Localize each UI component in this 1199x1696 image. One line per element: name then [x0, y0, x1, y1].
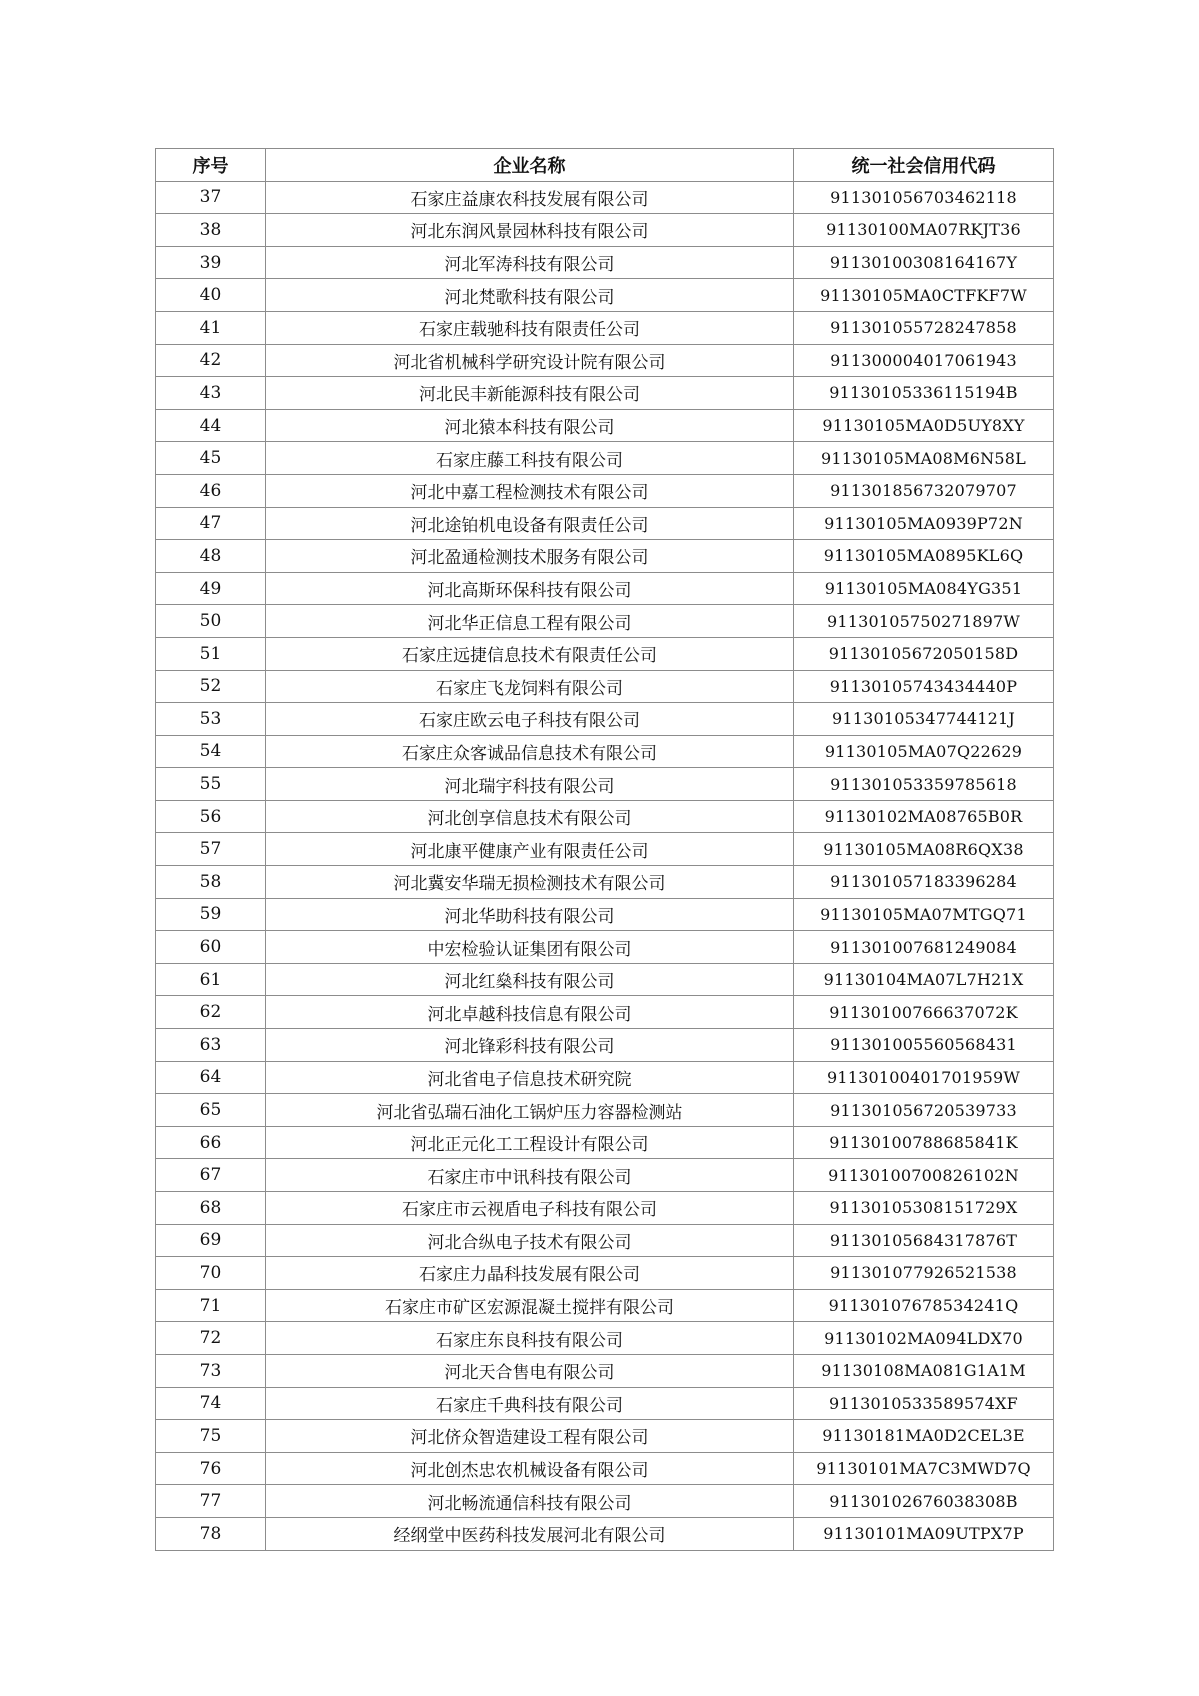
cell-credit-code: 911301856732079707 — [794, 474, 1054, 507]
cell-company-name: 石家庄力晶科技发展有限公司 — [266, 1257, 794, 1290]
table-row — [156, 344, 1054, 377]
cell-serial-number: 53 — [156, 703, 266, 736]
cell-company-name: 河北梵歌科技有限公司 — [266, 279, 794, 312]
header-credit-code: 统一社会信用代码 — [794, 149, 1054, 182]
cell-serial-number: 73 — [156, 1354, 266, 1387]
cell-company-name: 石家庄千典科技有限公司 — [266, 1387, 794, 1420]
table-header-row — [156, 149, 1054, 182]
cell-serial-number: 51 — [156, 637, 266, 670]
cell-company-name: 石家庄益康农科技发展有限公司 — [266, 181, 794, 214]
cell-serial-number: 41 — [156, 311, 266, 344]
cell-serial-number: 69 — [156, 1224, 266, 1257]
table-row — [156, 670, 1054, 703]
cell-company-name: 石家庄市云视盾电子科技有限公司 — [266, 1192, 794, 1225]
table-row — [156, 246, 1054, 279]
cell-company-name: 河北侪众智造建设工程有限公司 — [266, 1420, 794, 1453]
cell-company-name: 河北红燊科技有限公司 — [266, 963, 794, 996]
table-body — [156, 181, 1054, 1550]
cell-company-name: 河北华助科技有限公司 — [266, 898, 794, 931]
header-serial-number: 序号 — [156, 149, 266, 182]
cell-credit-code: 911301057183396284 — [794, 866, 1054, 899]
table-row — [156, 800, 1054, 833]
cell-credit-code: 91130105MA08R6QX38 — [794, 833, 1054, 866]
table-row — [156, 214, 1054, 247]
cell-company-name: 石家庄载驰科技有限责任公司 — [266, 311, 794, 344]
cell-serial-number: 68 — [156, 1192, 266, 1225]
cell-serial-number: 49 — [156, 572, 266, 605]
cell-credit-code: 91130102MA094LDX70 — [794, 1322, 1054, 1355]
cell-company-name: 河北省弘瑞石油化工锅炉压力容器检测站 — [266, 1094, 794, 1127]
cell-credit-code: 911301053359785618 — [794, 768, 1054, 801]
table-row — [156, 572, 1054, 605]
cell-credit-code: 91130105347744121J — [794, 703, 1054, 736]
table-row — [156, 1159, 1054, 1192]
cell-credit-code: 91130101MA7C3MWD7Q — [794, 1452, 1054, 1485]
cell-serial-number: 39 — [156, 246, 266, 279]
cell-credit-code: 911301005560568431 — [794, 1029, 1054, 1062]
enterprise-registry-table — [155, 148, 1054, 1551]
table-row — [156, 540, 1054, 573]
header-company-name: 企业名称 — [266, 149, 794, 182]
table-row — [156, 377, 1054, 410]
cell-company-name: 经纲堂中医药科技发展河北有限公司 — [266, 1517, 794, 1550]
cell-credit-code: 91130105MA084YG351 — [794, 572, 1054, 605]
cell-serial-number: 45 — [156, 442, 266, 475]
cell-credit-code: 91130105MA0939P72N — [794, 507, 1054, 540]
table-row — [156, 996, 1054, 1029]
cell-credit-code: 91130105743434440P — [794, 670, 1054, 703]
cell-credit-code: 91130102676038308B — [794, 1485, 1054, 1518]
cell-company-name: 河北康平健康产业有限责任公司 — [266, 833, 794, 866]
table-row — [156, 1452, 1054, 1485]
table-row — [156, 507, 1054, 540]
cell-company-name: 河北省电子信息技术研究院 — [266, 1061, 794, 1094]
cell-serial-number: 57 — [156, 833, 266, 866]
cell-serial-number: 78 — [156, 1517, 266, 1550]
cell-company-name: 石家庄藤工科技有限公司 — [266, 442, 794, 475]
table-row — [156, 898, 1054, 931]
cell-serial-number: 76 — [156, 1452, 266, 1485]
cell-serial-number: 37 — [156, 181, 266, 214]
cell-serial-number: 66 — [156, 1126, 266, 1159]
cell-credit-code: 91130100788685841K — [794, 1126, 1054, 1159]
cell-credit-code: 91130102MA08765B0R — [794, 800, 1054, 833]
table-row — [156, 1094, 1054, 1127]
cell-company-name: 河北畅流通信科技有限公司 — [266, 1485, 794, 1518]
cell-company-name: 河北冀安华瑞无损检测技术有限公司 — [266, 866, 794, 899]
cell-company-name: 石家庄市中讯科技有限公司 — [266, 1159, 794, 1192]
cell-credit-code: 91130104MA07L7H21X — [794, 963, 1054, 996]
table-row — [156, 1354, 1054, 1387]
table-row — [156, 931, 1054, 964]
cell-company-name: 河北盈通检测技术服务有限公司 — [266, 540, 794, 573]
cell-company-name: 河北中嘉工程检测技术有限公司 — [266, 474, 794, 507]
cell-serial-number: 63 — [156, 1029, 266, 1062]
cell-serial-number: 58 — [156, 866, 266, 899]
cell-company-name: 河北华正信息工程有限公司 — [266, 605, 794, 638]
cell-company-name: 石家庄远捷信息技术有限责任公司 — [266, 637, 794, 670]
cell-serial-number: 56 — [156, 800, 266, 833]
cell-credit-code: 91130100766637072K — [794, 996, 1054, 1029]
cell-serial-number: 55 — [156, 768, 266, 801]
cell-serial-number: 42 — [156, 344, 266, 377]
cell-credit-code: 91130100308164167Y — [794, 246, 1054, 279]
cell-company-name: 中宏检验认证集团有限公司 — [266, 931, 794, 964]
cell-serial-number: 71 — [156, 1289, 266, 1322]
cell-credit-code: 91130181MA0D2CEL3E — [794, 1420, 1054, 1453]
table-row — [156, 1061, 1054, 1094]
cell-company-name: 河北天合售电有限公司 — [266, 1354, 794, 1387]
table-row — [156, 474, 1054, 507]
table-row — [156, 1517, 1054, 1550]
table-row — [156, 1322, 1054, 1355]
cell-company-name: 石家庄众客诚品信息技术有限公司 — [266, 735, 794, 768]
table-row — [156, 311, 1054, 344]
cell-credit-code: 911300004017061943 — [794, 344, 1054, 377]
cell-company-name: 河北创享信息技术有限公司 — [266, 800, 794, 833]
cell-serial-number: 47 — [156, 507, 266, 540]
cell-credit-code: 91130105MA0CTFKF7W — [794, 279, 1054, 312]
cell-serial-number: 40 — [156, 279, 266, 312]
cell-credit-code: 91130105MA0895KL6Q — [794, 540, 1054, 573]
cell-serial-number: 38 — [156, 214, 266, 247]
cell-credit-code: 911301007681249084 — [794, 931, 1054, 964]
table-row — [156, 768, 1054, 801]
cell-company-name: 河北高斯环保科技有限公司 — [266, 572, 794, 605]
cell-credit-code: 911301055728247858 — [794, 311, 1054, 344]
cell-credit-code: 91130105308151729X — [794, 1192, 1054, 1225]
cell-serial-number: 48 — [156, 540, 266, 573]
cell-serial-number: 72 — [156, 1322, 266, 1355]
cell-company-name: 河北合纵电子技术有限公司 — [266, 1224, 794, 1257]
cell-serial-number: 64 — [156, 1061, 266, 1094]
cell-serial-number: 52 — [156, 670, 266, 703]
cell-serial-number: 74 — [156, 1387, 266, 1420]
table-row — [156, 1257, 1054, 1290]
table-row — [156, 1192, 1054, 1225]
table-row — [156, 279, 1054, 312]
cell-credit-code: 91130105MA07Q22629 — [794, 735, 1054, 768]
cell-credit-code: 91130105MA0D5UY8XY — [794, 409, 1054, 442]
table-row — [156, 866, 1054, 899]
cell-company-name: 河北民丰新能源科技有限公司 — [266, 377, 794, 410]
cell-credit-code: 91130100700826102N — [794, 1159, 1054, 1192]
cell-credit-code: 91130105336115194B — [794, 377, 1054, 410]
cell-company-name: 河北途铂机电设备有限责任公司 — [266, 507, 794, 540]
table-row — [156, 409, 1054, 442]
cell-company-name: 河北军涛科技有限公司 — [266, 246, 794, 279]
cell-company-name: 河北瑞宇科技有限公司 — [266, 768, 794, 801]
cell-credit-code: 91130107678534241Q — [794, 1289, 1054, 1322]
cell-serial-number: 46 — [156, 474, 266, 507]
cell-serial-number: 50 — [156, 605, 266, 638]
cell-credit-code: 91130100MA07RKJT36 — [794, 214, 1054, 247]
table-row — [156, 1485, 1054, 1518]
table-row — [156, 963, 1054, 996]
table-row — [156, 605, 1054, 638]
cell-serial-number: 43 — [156, 377, 266, 410]
cell-credit-code: 91130105750271897W — [794, 605, 1054, 638]
cell-credit-code: 91130101MA09UTPX7P — [794, 1517, 1054, 1550]
table-row — [156, 1420, 1054, 1453]
table-row — [156, 637, 1054, 670]
cell-credit-code: 911301077926521538 — [794, 1257, 1054, 1290]
table-row — [156, 1224, 1054, 1257]
table-row — [156, 1289, 1054, 1322]
cell-credit-code: 9113010533589574XF — [794, 1387, 1054, 1420]
cell-company-name: 石家庄飞龙饲料有限公司 — [266, 670, 794, 703]
cell-serial-number: 75 — [156, 1420, 266, 1453]
cell-credit-code: 91130108MA081G1A1M — [794, 1354, 1054, 1387]
table-row — [156, 1126, 1054, 1159]
cell-company-name: 河北省机械科学研究设计院有限公司 — [266, 344, 794, 377]
cell-credit-code: 91130105MA07MTGQ71 — [794, 898, 1054, 931]
cell-serial-number: 44 — [156, 409, 266, 442]
cell-serial-number: 70 — [156, 1257, 266, 1290]
table-row — [156, 1029, 1054, 1062]
cell-company-name: 石家庄欧云电子科技有限公司 — [266, 703, 794, 736]
cell-company-name: 河北正元化工工程设计有限公司 — [266, 1126, 794, 1159]
table-row — [156, 442, 1054, 475]
table-row — [156, 181, 1054, 214]
cell-credit-code: 911301056720539733 — [794, 1094, 1054, 1127]
cell-credit-code: 91130105MA08M6N58L — [794, 442, 1054, 475]
cell-credit-code: 91130105684317876T — [794, 1224, 1054, 1257]
cell-company-name: 石家庄市矿区宏源混凝土搅拌有限公司 — [266, 1289, 794, 1322]
cell-company-name: 河北东润风景园林科技有限公司 — [266, 214, 794, 247]
cell-credit-code: 91130105672050158D — [794, 637, 1054, 670]
table-row — [156, 703, 1054, 736]
cell-serial-number: 77 — [156, 1485, 266, 1518]
table-row — [156, 1387, 1054, 1420]
cell-credit-code: 91130100401701959W — [794, 1061, 1054, 1094]
cell-company-name: 河北猿本科技有限公司 — [266, 409, 794, 442]
table-row — [156, 735, 1054, 768]
cell-serial-number: 60 — [156, 931, 266, 964]
cell-serial-number: 62 — [156, 996, 266, 1029]
cell-company-name: 石家庄东良科技有限公司 — [266, 1322, 794, 1355]
cell-serial-number: 54 — [156, 735, 266, 768]
cell-company-name: 河北锋彩科技有限公司 — [266, 1029, 794, 1062]
cell-serial-number: 59 — [156, 898, 266, 931]
cell-company-name: 河北卓越科技信息有限公司 — [266, 996, 794, 1029]
table-row — [156, 833, 1054, 866]
cell-company-name: 河北创杰忠农机械设备有限公司 — [266, 1452, 794, 1485]
cell-serial-number: 67 — [156, 1159, 266, 1192]
cell-serial-number: 61 — [156, 963, 266, 996]
cell-serial-number: 65 — [156, 1094, 266, 1127]
cell-credit-code: 911301056703462118 — [794, 181, 1054, 214]
